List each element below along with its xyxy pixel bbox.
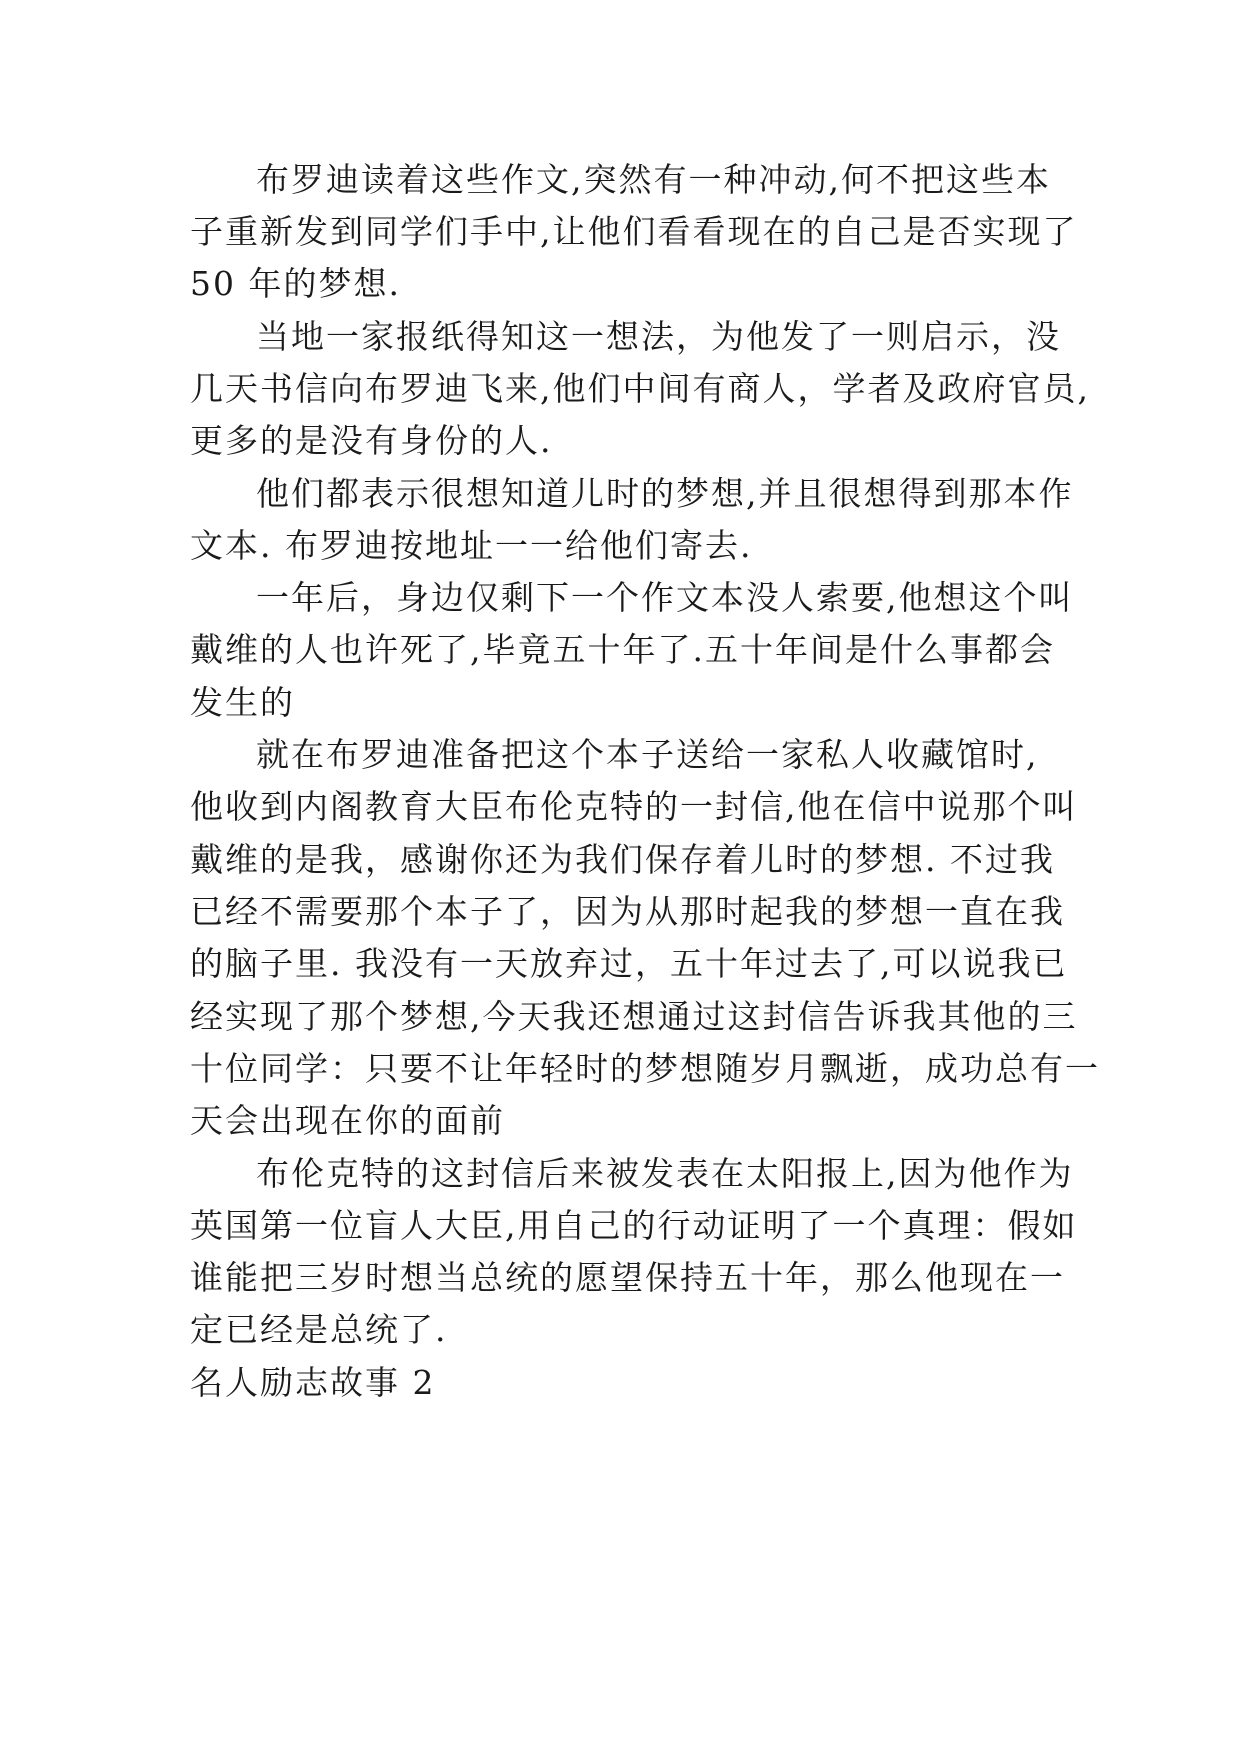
section-heading: 名人励志故事 2: [190, 1363, 436, 1402]
text-line: 50 年的梦想.: [190, 264, 401, 303]
text-line: 他们都表示很想知道儿时的梦想,并且很想得到那本作: [256, 474, 1074, 513]
text-line: 他收到内阁教育大臣布伦克特的一封信,他在信中说那个叫: [190, 787, 1078, 826]
text-line: 经实现了那个梦想,今天我还想通过这封信告诉我其他的三: [190, 997, 1078, 1036]
text-line: 布伦克特的这封信后来被发表在太阳报上,因为他作为: [256, 1154, 1074, 1193]
text-line: 戴维的是我，感谢你还为我们保存着儿时的梦想. 不过我: [190, 840, 1055, 879]
text-line: 几天书信向布罗迪飞来,他们中间有商人，学者及政府官员,: [190, 369, 1090, 408]
text-line: 天会出现在你的面前: [190, 1101, 505, 1140]
text-line: 的脑子里. 我没有一天放弃过，五十年过去了,可以说我已: [190, 944, 1068, 983]
text-line: 一年后，身边仅剩下一个作文本没人索要,他想这个叫: [256, 578, 1074, 617]
text-line: 更多的是没有身份的人.: [190, 421, 553, 460]
text-line: 发生的: [190, 683, 295, 722]
text-line: 就在布罗迪准备把这个本子送给一家私人收藏馆时,: [256, 735, 1039, 774]
text-line: 十位同学：只要不让年轻时的梦想随岁月飘逝，成功总有一: [190, 1049, 1100, 1088]
text-line: 已经不需要那个本子了，因为从那时起我的梦想一直在我: [190, 892, 1065, 931]
text-line: 当地一家报纸得知这一想法，为他发了一则启示，没: [256, 317, 1061, 356]
text-line: 布罗迪读着这些作文,突然有一种冲动,何不把这些本: [256, 160, 1051, 199]
text-line: 谁能把三岁时想当总统的愿望保持五十年，那么他现在一: [190, 1258, 1065, 1297]
text-line: 戴维的人也许死了,毕竟五十年了.五十年间是什么事都会: [190, 630, 1055, 669]
text-line: 英国第一位盲人大臣,用自己的行动证明了一个真理：假如: [190, 1206, 1078, 1245]
text-line: 定已经是总统了.: [190, 1310, 448, 1349]
text-line: 文本. 布罗迪按地址一一给他们寄去.: [190, 526, 753, 565]
text-line: 子重新发到同学们手中,让他们看看现在的自己是否实现了: [190, 212, 1078, 251]
